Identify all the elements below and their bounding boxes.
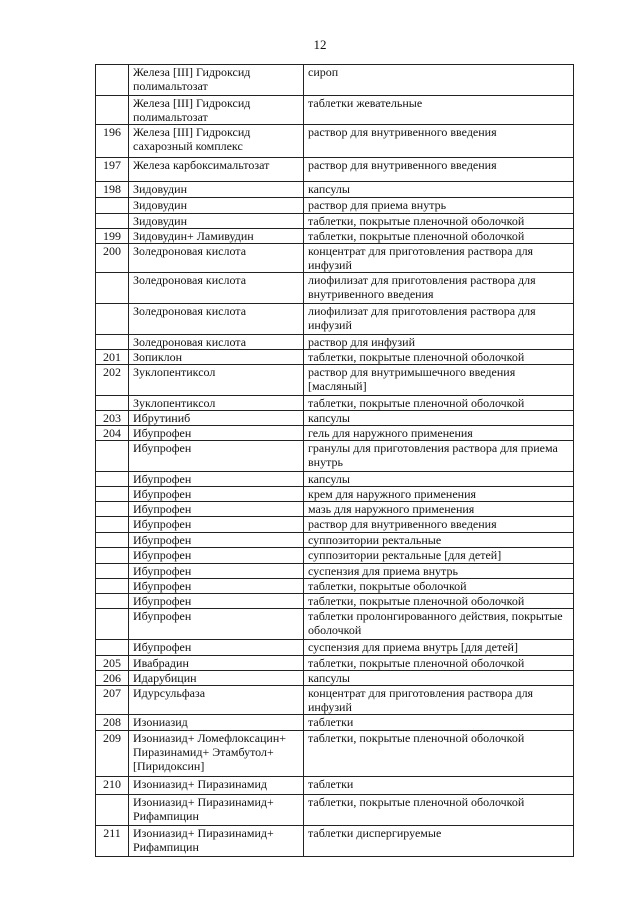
drug-name: Изониазид+ Пиразинамид — [129, 777, 304, 795]
dosage-form: таблетки диспергируемые — [304, 826, 574, 857]
drug-name: Ибупрофен — [129, 472, 304, 487]
row-number: 204 — [96, 426, 129, 441]
table-row — [96, 198, 574, 214]
drug-name: Ибупрофен — [129, 533, 304, 548]
dosage-form: гранулы для приготовления раствора для приема внутрь — [304, 441, 574, 472]
table-row — [96, 273, 574, 304]
row-number — [96, 502, 129, 517]
row-number: 201 — [96, 350, 129, 365]
drug-name: Ибупрофен — [129, 579, 304, 594]
row-number — [96, 304, 129, 335]
drug-name: Железа [III] Гидроксид полимальтозат — [129, 65, 304, 96]
row-number: 198 — [96, 182, 129, 198]
drug-name: Идарубицин — [129, 671, 304, 686]
row-number: 211 — [96, 826, 129, 857]
row-number: 196 — [96, 125, 129, 158]
table-row — [96, 686, 574, 715]
drug-name: Железа [III] Гидроксид сахарозный комплекс — [129, 125, 304, 158]
drug-name: Идурсульфаза — [129, 686, 304, 715]
dosage-form: суспензия для приема внутрь — [304, 564, 574, 579]
dosage-form: таблетки, покрытые пленочной оболочкой — [304, 350, 574, 365]
drug-name: Зидовудин — [129, 214, 304, 229]
dosage-form: таблетки, покрытые пленочной оболочкой — [304, 229, 574, 244]
row-number — [96, 273, 129, 304]
drug-name: Ибупрофен — [129, 426, 304, 441]
drug-name: Ибрутиниб — [129, 411, 304, 426]
table-row — [96, 244, 574, 273]
row-number: 206 — [96, 671, 129, 686]
drug-name: Золедроновая кислота — [129, 273, 304, 304]
dosage-form: раствор для внутривенного введения — [304, 125, 574, 158]
dosage-form: таблетки — [304, 715, 574, 731]
table-row — [96, 426, 574, 441]
table-row — [96, 594, 574, 609]
medication-table-body — [96, 65, 574, 857]
row-number — [96, 564, 129, 579]
dosage-form: таблетки, покрытые пленочной оболочкой — [304, 594, 574, 609]
row-number — [96, 96, 129, 125]
row-number — [96, 198, 129, 214]
drug-name: Изониазид+ Пиразинамид+ Рифампицин — [129, 826, 304, 857]
row-number: 208 — [96, 715, 129, 731]
table-row — [96, 182, 574, 198]
drug-name: Железа карбоксимальтозат — [129, 158, 304, 182]
dosage-form: сироп — [304, 65, 574, 96]
table-row — [96, 609, 574, 640]
drug-name: Золедроновая кислота — [129, 335, 304, 350]
drug-name: Ибупрофен — [129, 502, 304, 517]
drug-name: Ибупрофен — [129, 487, 304, 502]
table-row — [96, 731, 574, 777]
table-row — [96, 396, 574, 411]
table-row — [96, 579, 574, 594]
drug-name: Золедроновая кислота — [129, 244, 304, 273]
dosage-form: таблетки, покрытые пленочной оболочкой — [304, 795, 574, 826]
table-row — [96, 125, 574, 158]
table-row — [96, 350, 574, 365]
row-number: 207 — [96, 686, 129, 715]
dosage-form: таблетки, покрытые пленочной оболочкой — [304, 214, 574, 229]
row-number: 209 — [96, 731, 129, 777]
drug-name: Ибупрофен — [129, 441, 304, 472]
dosage-form: суппозитории ректальные — [304, 533, 574, 548]
row-number — [96, 594, 129, 609]
drug-name: Зуклопентиксол — [129, 396, 304, 411]
dosage-form: раствор для внутривенного введения — [304, 517, 574, 533]
table-row — [96, 548, 574, 564]
row-number: 203 — [96, 411, 129, 426]
table-row — [96, 214, 574, 229]
drug-name: Ивабрадин — [129, 656, 304, 671]
row-number: 200 — [96, 244, 129, 273]
row-number: 210 — [96, 777, 129, 795]
row-number — [96, 487, 129, 502]
table-row — [96, 640, 574, 656]
row-number — [96, 795, 129, 826]
row-number — [96, 579, 129, 594]
page-number: 12 — [313, 37, 327, 52]
table-row — [96, 411, 574, 426]
table-row — [96, 671, 574, 686]
dosage-form: концентрат для приготовления раствора для инфузий — [304, 686, 574, 715]
table-row — [96, 365, 574, 396]
table-row — [96, 564, 574, 579]
dosage-form: суспензия для приема внутрь [для детей] — [304, 640, 574, 656]
table-row — [96, 304, 574, 335]
dosage-form: таблетки, покрытые пленочной оболочкой — [304, 656, 574, 671]
table-row — [96, 502, 574, 517]
table-row — [96, 487, 574, 502]
table-row — [96, 777, 574, 795]
drug-name: Зидовудин — [129, 198, 304, 214]
row-number — [96, 214, 129, 229]
row-number: 202 — [96, 365, 129, 396]
row-number — [96, 472, 129, 487]
dosage-form: таблетки жевательные — [304, 96, 574, 125]
row-number — [96, 441, 129, 472]
table-row — [96, 715, 574, 731]
dosage-form: раствор для внутримышечного введения [масляный] — [304, 365, 574, 396]
table-row — [96, 656, 574, 671]
drug-name: Ибупрофен — [129, 640, 304, 656]
dosage-form: капсулы — [304, 671, 574, 686]
drug-name: Ибупрофен — [129, 548, 304, 564]
drug-name: Золедроновая кислота — [129, 304, 304, 335]
row-number — [96, 65, 129, 96]
dosage-form: капсулы — [304, 472, 574, 487]
dosage-form: капсулы — [304, 411, 574, 426]
drug-name: Ибупрофен — [129, 564, 304, 579]
dosage-form: таблетки пролонгированного действия, покрытые оболочкой — [304, 609, 574, 640]
table-row — [96, 517, 574, 533]
row-number — [96, 396, 129, 411]
row-number — [96, 609, 129, 640]
dosage-form: таблетки — [304, 777, 574, 795]
dosage-form: таблетки, покрытые пленочной оболочкой — [304, 396, 574, 411]
dosage-form: суппозитории ректальные [для детей] — [304, 548, 574, 564]
drug-name: Ибупрофен — [129, 609, 304, 640]
row-number: 205 — [96, 656, 129, 671]
drug-name: Ибупрофен — [129, 594, 304, 609]
dosage-form: гель для наружного применения — [304, 426, 574, 441]
row-number: 199 — [96, 229, 129, 244]
drug-name: Зидовудин — [129, 182, 304, 198]
drug-name: Изониазид+ Пиразинамид+ Рифампицин — [129, 795, 304, 826]
dosage-form: мазь для наружного применения — [304, 502, 574, 517]
table-row — [96, 65, 574, 96]
dosage-form: концентрат для приготовления раствора для инфузий — [304, 244, 574, 273]
table-row — [96, 335, 574, 350]
drug-name: Железа [III] Гидроксид полимальтозат — [129, 96, 304, 125]
row-number — [96, 533, 129, 548]
dosage-form: раствор для внутривенного введения — [304, 158, 574, 182]
dosage-form: крем для наружного применения — [304, 487, 574, 502]
table-row — [96, 533, 574, 548]
table-row — [96, 472, 574, 487]
dosage-form: таблетки, покрытые пленочной оболочкой — [304, 731, 574, 777]
dosage-form: лиофилизат для приготовления раствора для инфузий — [304, 304, 574, 335]
table-row — [96, 795, 574, 826]
dosage-form: раствор для инфузий — [304, 335, 574, 350]
row-number: 197 — [96, 158, 129, 182]
table-row — [96, 441, 574, 472]
row-number — [96, 335, 129, 350]
drug-name: Зопиклон — [129, 350, 304, 365]
drug-name: Зуклопентиксол — [129, 365, 304, 396]
table-row — [96, 826, 574, 857]
medication-table — [95, 64, 574, 857]
row-number — [96, 517, 129, 533]
drug-name: Изониазид+ Ломефлоксацин+ Пиразинамид+ Этамбутол+ [Пиридоксин] — [129, 731, 304, 777]
dosage-form: раствор для приема внутрь — [304, 198, 574, 214]
row-number — [96, 548, 129, 564]
table-row — [96, 96, 574, 125]
row-number — [96, 640, 129, 656]
table-row — [96, 229, 574, 244]
dosage-form: лиофилизат для приготовления раствора для внутривенного введения — [304, 273, 574, 304]
drug-name: Изониазид — [129, 715, 304, 731]
dosage-form: таблетки, покрытые оболочкой — [304, 579, 574, 594]
drug-name: Ибупрофен — [129, 517, 304, 533]
dosage-form: капсулы — [304, 182, 574, 198]
table-row — [96, 158, 574, 182]
drug-name: Зидовудин+ Ламивудин — [129, 229, 304, 244]
